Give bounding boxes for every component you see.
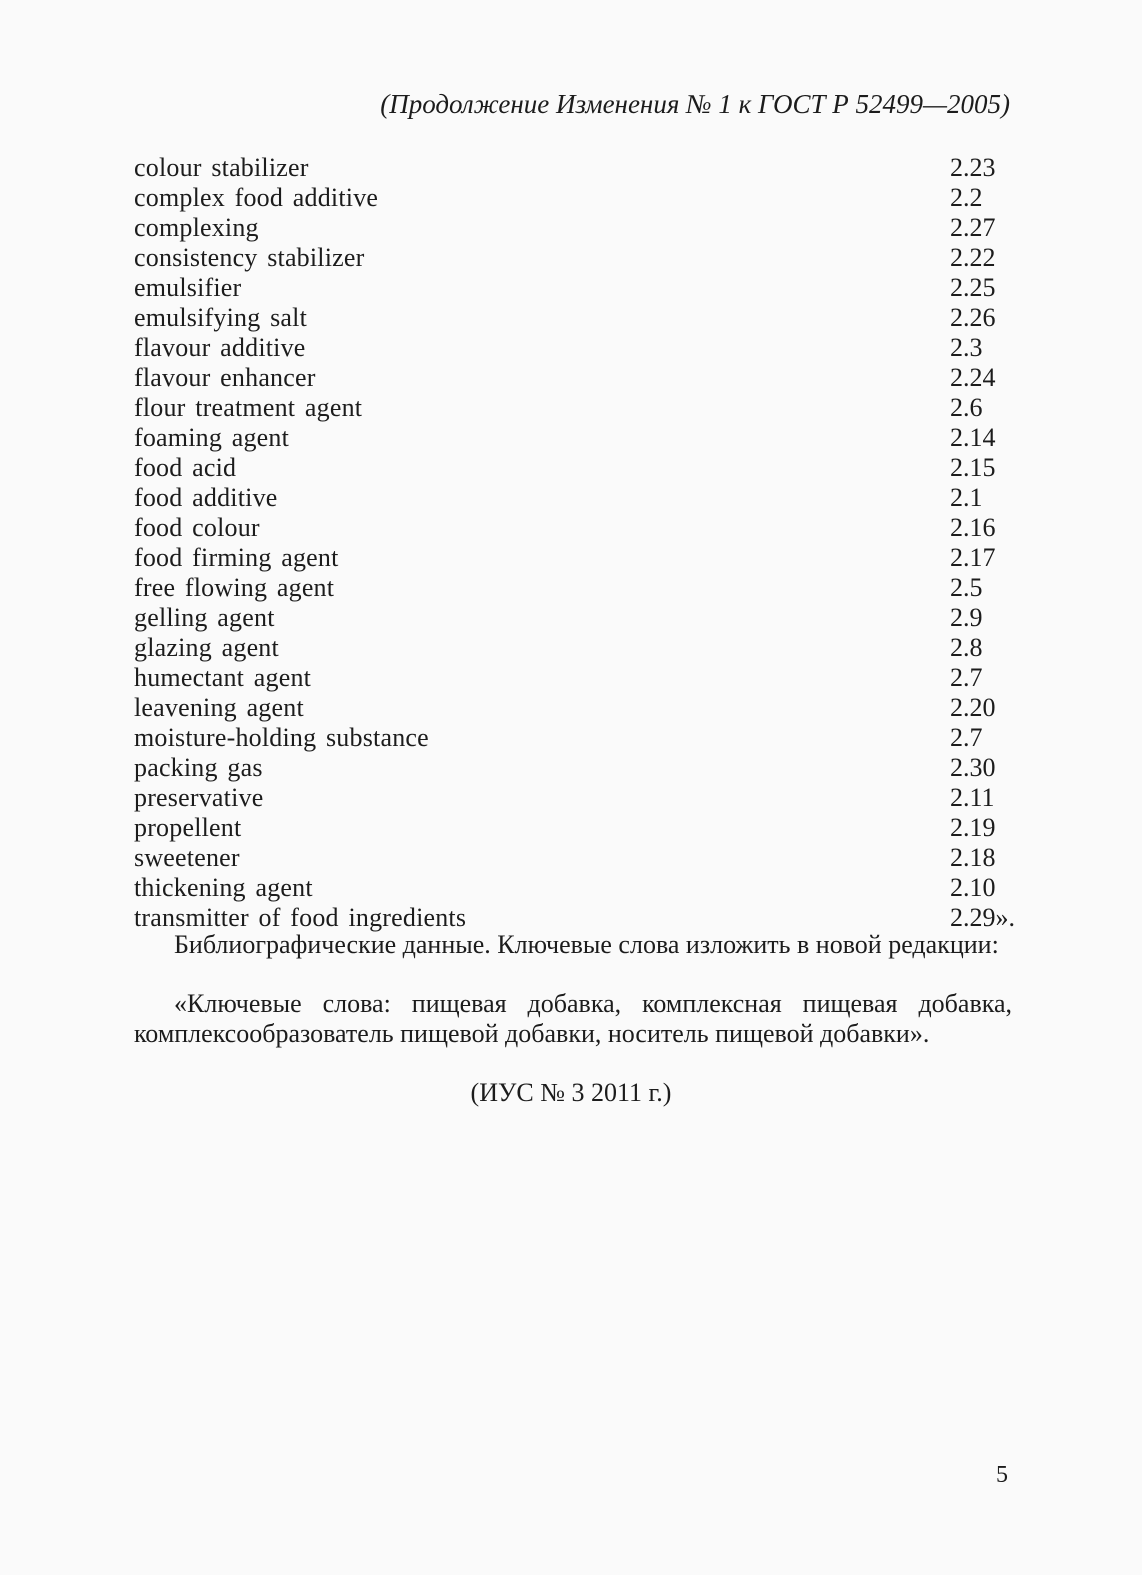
index-term: glazing agent bbox=[134, 633, 279, 662]
index-entry bbox=[134, 753, 1012, 783]
index-entry bbox=[134, 843, 1012, 873]
index-term: colour stabilizer bbox=[134, 153, 309, 182]
index-entry bbox=[134, 603, 1012, 633]
index-entry bbox=[134, 513, 1012, 543]
index-reference: 2.11 bbox=[950, 783, 995, 812]
index-entry bbox=[134, 783, 1012, 813]
index-reference: 2.22 bbox=[950, 243, 996, 272]
index-entry bbox=[134, 483, 1012, 513]
index-term: gelling agent bbox=[134, 603, 275, 632]
index-entry bbox=[134, 213, 1012, 243]
index-reference: 2.1 bbox=[950, 483, 983, 512]
index-term: food colour bbox=[134, 513, 260, 542]
issue-reference: (ИУС № 3 2011 г.) bbox=[470, 1078, 672, 1107]
index-entry bbox=[134, 183, 1012, 213]
index-term: foaming agent bbox=[134, 423, 290, 452]
index-reference: 2.18 bbox=[950, 843, 996, 872]
index-entry bbox=[134, 873, 1012, 903]
index-term: propellent bbox=[134, 813, 242, 842]
index-term: humectant agent bbox=[134, 663, 312, 692]
index-reference: 2.14 bbox=[950, 423, 996, 452]
index-reference: 2.23 bbox=[950, 153, 996, 182]
index-entry bbox=[134, 273, 1012, 303]
index-reference: 2.6 bbox=[950, 393, 983, 422]
index-reference: 2.30 bbox=[950, 753, 996, 782]
index-reference: 2.26 bbox=[950, 303, 996, 332]
keywords-paragraph: «Ключевые слова: пищевая добавка, комплексная пищевая добавка, комплексообразователь пищевой добавки, носитель пищевой добавки». bbox=[134, 989, 1012, 1048]
index-term: flavour additive bbox=[134, 333, 306, 362]
index-reference: 2.16 bbox=[950, 513, 996, 542]
index-entry bbox=[134, 303, 1012, 333]
index-term: complexing bbox=[134, 213, 259, 242]
index-term: transmitter of food ingredients bbox=[134, 903, 467, 932]
index-entry bbox=[134, 693, 1012, 723]
bibliographic-data-paragraph: Библиографические данные. Ключевые слова изложить в новой редакции: bbox=[174, 930, 999, 959]
index-entry bbox=[134, 363, 1012, 393]
index-entry bbox=[134, 153, 1012, 183]
index-term: flour treatment agent bbox=[134, 393, 363, 422]
index-reference: 2.20 bbox=[950, 693, 996, 722]
term-index-list bbox=[134, 153, 1015, 933]
index-reference: 2.7 bbox=[950, 723, 983, 752]
index-term: emulsifying salt bbox=[134, 303, 308, 332]
index-reference: 2.2 bbox=[950, 183, 983, 212]
index-entry bbox=[134, 633, 1012, 663]
index-term: packing gas bbox=[134, 753, 263, 782]
index-term: flavour enhancer bbox=[134, 363, 316, 392]
index-term: food additive bbox=[134, 483, 278, 512]
index-entry bbox=[134, 813, 1012, 843]
index-reference: 2.27 bbox=[950, 213, 996, 242]
index-term: emulsifier bbox=[134, 273, 242, 302]
index-term: preservative bbox=[134, 783, 264, 812]
index-term: free flowing agent bbox=[134, 573, 335, 602]
index-reference: 2.19 bbox=[950, 813, 996, 842]
index-reference: 2.15 bbox=[950, 453, 996, 482]
index-term: sweetener bbox=[134, 843, 240, 872]
index-term: consistency stabilizer bbox=[134, 243, 365, 272]
page-header: (Продолжение Изменения № 1 к ГОСТ Р 52499—2005) bbox=[380, 89, 1010, 119]
index-entry bbox=[134, 333, 1012, 363]
index-reference: 2.5 bbox=[950, 573, 983, 602]
index-entry bbox=[134, 393, 1012, 423]
index-entry bbox=[134, 663, 1012, 693]
index-entry bbox=[134, 723, 1012, 753]
index-reference: 2.24 bbox=[950, 363, 996, 392]
index-term: leavening agent bbox=[134, 693, 304, 722]
index-reference: 2.3 bbox=[950, 333, 983, 362]
index-reference: 2.9 bbox=[950, 603, 983, 632]
index-term: thickening agent bbox=[134, 873, 313, 902]
index-reference: 2.7 bbox=[950, 663, 983, 692]
index-entry bbox=[134, 423, 1012, 453]
index-entry bbox=[134, 903, 1015, 933]
index-entry bbox=[134, 543, 1012, 573]
index-reference: 2.10 bbox=[950, 873, 996, 902]
index-reference: 2.8 bbox=[950, 633, 983, 662]
index-reference: 2.17 bbox=[950, 543, 996, 572]
index-entry bbox=[134, 243, 1012, 273]
index-entry bbox=[134, 573, 1012, 603]
index-reference: 2.29». bbox=[950, 903, 1015, 932]
index-entry bbox=[134, 453, 1012, 483]
index-term: moisture-holding substance bbox=[134, 723, 429, 752]
page-number: 5 bbox=[996, 1462, 1008, 1488]
index-term: complex food additive bbox=[134, 183, 379, 212]
index-reference: 2.25 bbox=[950, 273, 996, 302]
index-term: food acid bbox=[134, 453, 237, 482]
index-term: food firming agent bbox=[134, 543, 339, 572]
